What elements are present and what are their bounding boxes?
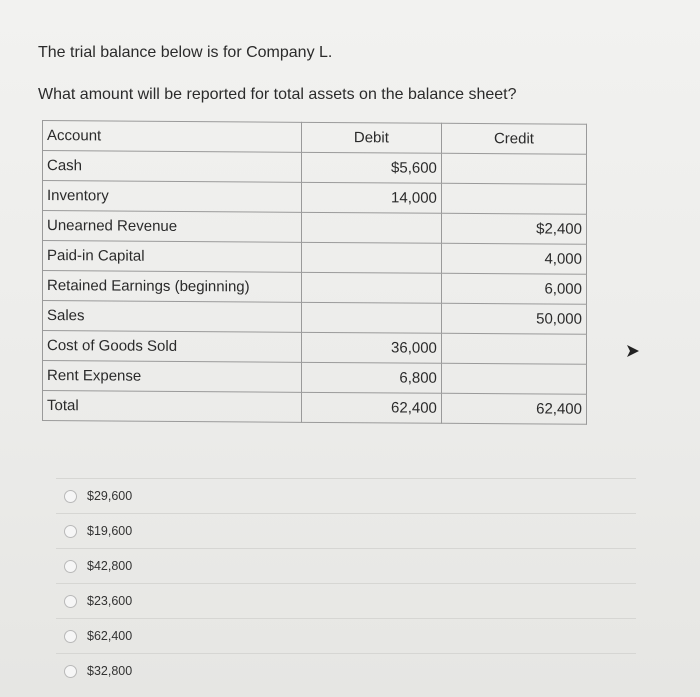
answer-option[interactable]	[56, 548, 636, 583]
question-prompt: What amount will be reported for total assets on the balance sheet?	[38, 86, 517, 103]
total-credit: 62,400	[441, 393, 586, 424]
row-debit: 6,800	[301, 362, 441, 393]
radio-button[interactable]	[64, 595, 77, 608]
answer-option[interactable]	[56, 653, 636, 688]
total-debit: 62,400	[301, 392, 441, 423]
row-credit: 4,000	[441, 243, 586, 274]
answer-option[interactable]	[56, 618, 636, 653]
answer-option[interactable]	[56, 513, 636, 548]
radio-button[interactable]	[64, 560, 77, 573]
row-account: Retained Earnings (beginning)	[43, 271, 302, 303]
table-row	[43, 271, 587, 305]
option-label: $29,600	[87, 489, 133, 503]
question-intro: The trial balance below is for Company L.	[38, 44, 333, 61]
table-row	[43, 151, 587, 185]
option-label: $19,600	[87, 524, 133, 538]
header-debit: Debit	[301, 122, 441, 153]
row-debit	[301, 242, 441, 273]
row-debit	[301, 272, 441, 303]
row-account: Inventory	[43, 181, 302, 213]
row-debit	[301, 212, 441, 243]
table-row	[43, 181, 587, 215]
table-total-row	[43, 391, 587, 425]
row-credit	[441, 363, 586, 394]
header-credit: Credit	[441, 123, 586, 154]
answer-option[interactable]	[56, 478, 636, 513]
row-account: Cash	[43, 151, 302, 183]
row-debit: 36,000	[301, 332, 441, 363]
row-account: Sales	[43, 301, 302, 333]
row-debit: 14,000	[301, 182, 441, 213]
table-row	[43, 301, 587, 335]
option-label: $23,600	[87, 594, 133, 608]
radio-button[interactable]	[64, 490, 77, 503]
row-credit	[441, 183, 586, 214]
table-row	[43, 331, 587, 365]
trial-balance-table	[42, 120, 587, 425]
header-account: Account	[43, 121, 302, 153]
mouse-pointer-icon	[626, 344, 640, 358]
answer-options	[56, 478, 636, 688]
option-label: $62,400	[87, 629, 133, 643]
row-credit: 50,000	[441, 303, 586, 334]
row-debit	[301, 302, 441, 333]
table-row	[43, 241, 587, 275]
radio-button[interactable]	[64, 525, 77, 538]
row-credit	[441, 333, 586, 364]
table-header-row	[43, 121, 587, 155]
total-label: Total	[43, 391, 302, 423]
option-label: $42,800	[87, 559, 133, 573]
row-credit	[441, 153, 586, 184]
row-account: Rent Expense	[43, 361, 302, 393]
row-credit: $2,400	[441, 213, 586, 244]
row-account: Unearned Revenue	[43, 211, 302, 243]
table-row	[43, 361, 587, 395]
row-account: Paid-in Capital	[43, 241, 302, 273]
option-label: $32,800	[87, 664, 133, 678]
row-account: Cost of Goods Sold	[43, 331, 302, 363]
row-credit: 6,000	[441, 273, 586, 304]
radio-button[interactable]	[64, 665, 77, 678]
table-row	[43, 211, 587, 245]
answer-option[interactable]	[56, 583, 636, 618]
radio-button[interactable]	[64, 630, 77, 643]
row-debit: $5,600	[301, 152, 441, 183]
